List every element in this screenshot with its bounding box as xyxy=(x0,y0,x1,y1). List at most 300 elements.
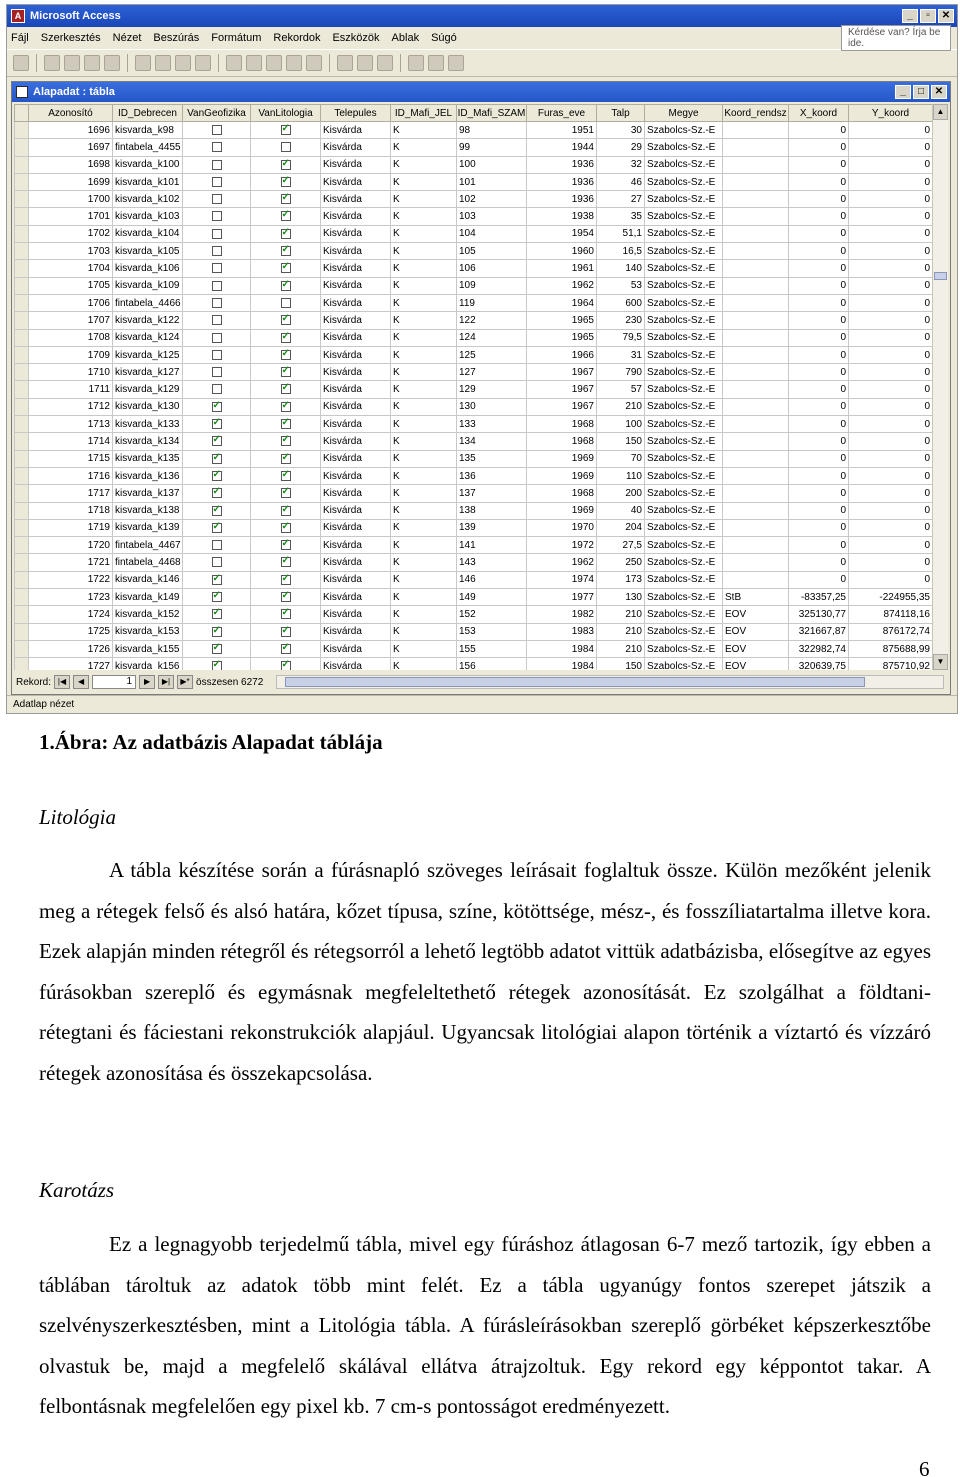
table-cell[interactable]: EOV xyxy=(723,606,789,623)
undo-icon[interactable] xyxy=(195,55,211,71)
table-cell[interactable]: 876172,74 xyxy=(849,623,933,640)
table-cell[interactable]: 149 xyxy=(457,589,527,606)
table-row[interactable] xyxy=(15,191,933,208)
table-row[interactable] xyxy=(15,225,933,242)
checkbox[interactable] xyxy=(212,609,222,619)
row-selector[interactable] xyxy=(15,467,29,484)
checkbox[interactable] xyxy=(281,471,291,481)
table-cell[interactable]: 1968 xyxy=(527,416,597,433)
checkbox[interactable] xyxy=(281,557,291,567)
table-cell[interactable] xyxy=(251,346,321,363)
checkbox[interactable] xyxy=(281,350,291,360)
table-cell[interactable]: K xyxy=(391,260,457,277)
table-cell[interactable]: Szabolcs-Sz.-E xyxy=(645,277,723,294)
table-cell[interactable]: Kisvárda xyxy=(321,398,391,415)
checkbox[interactable] xyxy=(281,592,291,602)
table-row[interactable] xyxy=(15,364,933,381)
row-selector[interactable] xyxy=(15,398,29,415)
table-cell[interactable]: fintabela_4467 xyxy=(113,537,183,554)
table-cell[interactable]: 0 xyxy=(789,173,849,190)
table-cell[interactable] xyxy=(183,243,251,260)
table-cell[interactable]: 0 xyxy=(849,364,933,381)
table-cell[interactable] xyxy=(723,450,789,467)
menu-item[interactable]: Eszközök xyxy=(332,32,380,44)
checkbox[interactable] xyxy=(212,402,222,412)
table-row[interactable] xyxy=(15,554,933,571)
table-cell[interactable]: K xyxy=(391,364,457,381)
table-cell[interactable] xyxy=(723,225,789,242)
table-cell[interactable]: 27,5 xyxy=(597,537,645,554)
table-cell[interactable]: Szabolcs-Sz.-E xyxy=(645,537,723,554)
table-cell[interactable]: kisvarda_k134 xyxy=(113,433,183,450)
column-header[interactable]: Megye xyxy=(645,105,723,122)
row-selector[interactable] xyxy=(15,312,29,329)
checkbox[interactable] xyxy=(281,523,291,533)
table-cell[interactable] xyxy=(183,191,251,208)
table-cell[interactable] xyxy=(723,554,789,571)
column-header[interactable]: Y_koord xyxy=(849,105,933,122)
table-cell[interactable] xyxy=(251,139,321,156)
table-cell[interactable]: 1724 xyxy=(29,606,113,623)
table-cell[interactable]: 109 xyxy=(457,277,527,294)
table-cell[interactable]: Szabolcs-Sz.-E xyxy=(645,589,723,606)
table-cell[interactable] xyxy=(723,571,789,588)
table-cell[interactable] xyxy=(723,502,789,519)
table-cell[interactable]: 875710,92 xyxy=(849,658,933,670)
column-header[interactable]: VanLitologia xyxy=(251,105,321,122)
table-cell[interactable]: 53 xyxy=(597,277,645,294)
close-icon[interactable]: ✕ xyxy=(931,85,947,99)
table-cell[interactable]: 0 xyxy=(849,191,933,208)
table-cell[interactable]: kisvarda_k138 xyxy=(113,502,183,519)
table-cell[interactable]: 79,5 xyxy=(597,329,645,346)
table-row[interactable] xyxy=(15,260,933,277)
table-cell[interactable] xyxy=(251,537,321,554)
table-cell[interactable]: kisvarda_k130 xyxy=(113,398,183,415)
row-selector[interactable] xyxy=(15,173,29,190)
new-object-icon[interactable] xyxy=(428,55,444,71)
table-cell[interactable]: Kisvárda xyxy=(321,433,391,450)
table-cell[interactable]: Kisvárda xyxy=(321,208,391,225)
table-cell[interactable]: 1725 xyxy=(29,623,113,640)
table-row[interactable] xyxy=(15,623,933,640)
table-cell[interactable] xyxy=(251,173,321,190)
table-cell[interactable]: 1938 xyxy=(527,208,597,225)
table-cell[interactable]: 204 xyxy=(597,519,645,536)
table-cell[interactable]: 0 xyxy=(849,260,933,277)
minimize-icon[interactable]: _ xyxy=(902,9,918,23)
table-cell[interactable]: Kisvárda xyxy=(321,277,391,294)
checkbox[interactable] xyxy=(212,281,222,291)
table-cell[interactable]: 138 xyxy=(457,502,527,519)
table-row[interactable] xyxy=(15,658,933,670)
table-cell[interactable]: EOV xyxy=(723,623,789,640)
table-cell[interactable] xyxy=(251,364,321,381)
table-cell[interactable] xyxy=(723,191,789,208)
table-cell[interactable]: 16,5 xyxy=(597,243,645,260)
table-cell[interactable]: 0 xyxy=(849,329,933,346)
table-cell[interactable]: K xyxy=(391,623,457,640)
menu-item[interactable]: Formátum xyxy=(211,32,262,44)
table-cell[interactable]: 137 xyxy=(457,485,527,502)
table-row[interactable] xyxy=(15,277,933,294)
checkbox[interactable] xyxy=(281,402,291,412)
table-cell[interactable]: K xyxy=(391,467,457,484)
scroll-up-icon[interactable]: ▲ xyxy=(933,104,948,120)
table-cell[interactable]: 320639,75 xyxy=(789,658,849,670)
table-cell[interactable] xyxy=(251,606,321,623)
table-cell[interactable]: kisvarda_k155 xyxy=(113,640,183,657)
table-cell[interactable]: 0 xyxy=(789,364,849,381)
table-cell[interactable]: Kisvárda xyxy=(321,640,391,657)
checkbox[interactable] xyxy=(212,592,222,602)
table-cell[interactable]: Kisvárda xyxy=(321,243,391,260)
table-cell[interactable]: K xyxy=(391,485,457,502)
table-cell[interactable]: EOV xyxy=(723,640,789,657)
table-row[interactable] xyxy=(15,156,933,173)
table-cell[interactable]: 0 xyxy=(789,433,849,450)
table-cell[interactable] xyxy=(183,589,251,606)
spelling-icon[interactable] xyxy=(104,55,120,71)
table-cell[interactable]: Szabolcs-Sz.-E xyxy=(645,191,723,208)
table-cell[interactable]: 1967 xyxy=(527,364,597,381)
table-cell[interactable]: K xyxy=(391,243,457,260)
database-window-icon[interactable] xyxy=(408,55,424,71)
checkbox[interactable] xyxy=(281,627,291,637)
table-cell[interactable]: K xyxy=(391,381,457,398)
table-cell[interactable]: 0 xyxy=(789,519,849,536)
table-cell[interactable]: 1961 xyxy=(527,260,597,277)
horizontal-scroll-thumb[interactable] xyxy=(285,677,865,687)
table-cell[interactable]: 0 xyxy=(849,537,933,554)
table-cell[interactable]: 102 xyxy=(457,191,527,208)
table-cell[interactable] xyxy=(251,433,321,450)
table-cell[interactable]: Szabolcs-Sz.-E xyxy=(645,571,723,588)
table-cell[interactable]: 0 xyxy=(849,433,933,450)
table-cell[interactable]: Szabolcs-Sz.-E xyxy=(645,364,723,381)
new-record-icon[interactable] xyxy=(357,55,373,71)
table-cell[interactable] xyxy=(251,571,321,588)
table-cell[interactable]: K xyxy=(391,519,457,536)
table-cell[interactable]: 125 xyxy=(457,346,527,363)
table-cell[interactable]: 0 xyxy=(789,312,849,329)
table-cell[interactable]: Kisvárda xyxy=(321,623,391,640)
table-cell[interactable]: 0 xyxy=(849,346,933,363)
table-cell[interactable]: 136 xyxy=(457,467,527,484)
table-cell[interactable]: 1727 xyxy=(29,658,113,670)
table-cell[interactable]: kisvarda_k156 xyxy=(113,658,183,670)
row-selector[interactable] xyxy=(15,571,29,588)
table-cell[interactable] xyxy=(251,589,321,606)
table-cell[interactable]: Kisvárda xyxy=(321,485,391,502)
table-cell[interactable] xyxy=(251,208,321,225)
table-cell[interactable]: Szabolcs-Sz.-E xyxy=(645,243,723,260)
table-cell[interactable]: 1722 xyxy=(29,571,113,588)
table-cell[interactable]: 106 xyxy=(457,260,527,277)
table-cell[interactable]: 210 xyxy=(597,640,645,657)
table-cell[interactable]: 153 xyxy=(457,623,527,640)
table-row[interactable] xyxy=(15,502,933,519)
table-cell[interactable] xyxy=(183,208,251,225)
table-cell[interactable]: 0 xyxy=(849,312,933,329)
table-row[interactable] xyxy=(15,450,933,467)
table-cell[interactable]: K xyxy=(391,450,457,467)
table-cell[interactable]: 1696 xyxy=(29,122,113,139)
table-cell[interactable]: 0 xyxy=(789,416,849,433)
cut-icon[interactable] xyxy=(135,55,151,71)
table-row[interactable] xyxy=(15,416,933,433)
table-cell[interactable] xyxy=(183,416,251,433)
table-cell[interactable]: Szabolcs-Sz.-E xyxy=(645,450,723,467)
checkbox[interactable] xyxy=(281,281,291,291)
row-selector[interactable] xyxy=(15,346,29,363)
checkbox[interactable] xyxy=(281,160,291,170)
table-cell[interactable]: 1944 xyxy=(527,139,597,156)
table-cell[interactable]: kisvarda_k129 xyxy=(113,381,183,398)
row-selector[interactable] xyxy=(15,623,29,640)
table-cell[interactable]: Szabolcs-Sz.-E xyxy=(645,156,723,173)
table-cell[interactable]: Szabolcs-Sz.-E xyxy=(645,208,723,225)
table-cell[interactable]: 0 xyxy=(849,243,933,260)
table-cell[interactable]: 0 xyxy=(849,277,933,294)
column-header[interactable]: ID_Debrecen xyxy=(113,105,183,122)
table-cell[interactable] xyxy=(723,398,789,415)
table-cell[interactable]: Szabolcs-Sz.-E xyxy=(645,260,723,277)
table-cell[interactable] xyxy=(723,277,789,294)
table-cell[interactable]: 0 xyxy=(849,554,933,571)
table-cell[interactable]: 0 xyxy=(789,156,849,173)
table-cell[interactable] xyxy=(723,485,789,502)
row-selector[interactable] xyxy=(15,294,29,311)
checkbox[interactable] xyxy=(212,471,222,481)
table-cell[interactable]: 0 xyxy=(849,208,933,225)
table-cell[interactable]: K xyxy=(391,312,457,329)
row-selector-header[interactable] xyxy=(15,105,29,122)
checkbox[interactable] xyxy=(212,125,222,135)
checkbox[interactable] xyxy=(212,211,222,221)
table-cell[interactable]: kisvarda_k122 xyxy=(113,312,183,329)
table-cell[interactable] xyxy=(251,554,321,571)
table-cell[interactable] xyxy=(723,537,789,554)
checkbox[interactable] xyxy=(281,384,291,394)
table-cell[interactable]: K xyxy=(391,173,457,190)
table-cell[interactable]: 0 xyxy=(849,156,933,173)
table-cell[interactable] xyxy=(183,381,251,398)
table-cell[interactable] xyxy=(723,346,789,363)
sort-desc-icon[interactable] xyxy=(246,55,262,71)
table-cell[interactable]: 0 xyxy=(789,191,849,208)
table-cell[interactable]: 141 xyxy=(457,537,527,554)
table-cell[interactable]: 1982 xyxy=(527,606,597,623)
table-cell[interactable]: kisvarda_k136 xyxy=(113,467,183,484)
checkbox[interactable] xyxy=(281,246,291,256)
table-cell[interactable]: Kisvárda xyxy=(321,122,391,139)
table-cell[interactable]: 1962 xyxy=(527,277,597,294)
find-icon[interactable] xyxy=(337,55,353,71)
table-cell[interactable]: Szabolcs-Sz.-E xyxy=(645,467,723,484)
table-cell[interactable] xyxy=(183,225,251,242)
column-header[interactable]: ID_Mafi_JEL xyxy=(391,105,457,122)
horizontal-scrollbar[interactable] xyxy=(276,675,944,689)
table-cell[interactable]: Szabolcs-Sz.-E xyxy=(645,519,723,536)
row-selector[interactable] xyxy=(15,243,29,260)
checkbox[interactable] xyxy=(212,246,222,256)
table-cell[interactable]: 0 xyxy=(789,502,849,519)
table-cell[interactable] xyxy=(183,450,251,467)
table-cell[interactable]: Kisvárda xyxy=(321,502,391,519)
checkbox[interactable] xyxy=(281,575,291,585)
table-cell[interactable]: 0 xyxy=(789,225,849,242)
help-icon[interactable] xyxy=(448,55,464,71)
row-selector[interactable] xyxy=(15,485,29,502)
table-cell[interactable] xyxy=(183,623,251,640)
checkbox[interactable] xyxy=(212,333,222,343)
checkbox[interactable] xyxy=(281,540,291,550)
table-cell[interactable]: kisvarda_k153 xyxy=(113,623,183,640)
table-cell[interactable]: Kisvárda xyxy=(321,346,391,363)
table-cell[interactable]: 1967 xyxy=(527,381,597,398)
table-cell[interactable]: 0 xyxy=(849,467,933,484)
table-row[interactable] xyxy=(15,640,933,657)
table-cell[interactable]: 200 xyxy=(597,485,645,502)
table-cell[interactable]: Kisvárda xyxy=(321,554,391,571)
table-cell[interactable]: 1960 xyxy=(527,243,597,260)
checkbox[interactable] xyxy=(212,384,222,394)
row-selector[interactable] xyxy=(15,277,29,294)
table-cell[interactable]: 1699 xyxy=(29,173,113,190)
table-cell[interactable]: Kisvárda xyxy=(321,312,391,329)
table-cell[interactable]: 70 xyxy=(597,450,645,467)
checkbox[interactable] xyxy=(281,454,291,464)
table-cell[interactable]: Kisvárda xyxy=(321,139,391,156)
table-cell[interactable] xyxy=(723,208,789,225)
table-cell[interactable]: 0 xyxy=(789,467,849,484)
table-cell[interactable]: 1969 xyxy=(527,450,597,467)
row-selector[interactable] xyxy=(15,139,29,156)
table-row[interactable] xyxy=(15,208,933,225)
table-cell[interactable] xyxy=(183,485,251,502)
table-cell[interactable]: kisvarda_k133 xyxy=(113,416,183,433)
row-selector[interactable] xyxy=(15,502,29,519)
checkbox[interactable] xyxy=(212,315,222,325)
table-cell[interactable] xyxy=(723,156,789,173)
table-cell[interactable]: Kisvárda xyxy=(321,191,391,208)
table-row[interactable] xyxy=(15,589,933,606)
column-header[interactable]: VanGeofizika xyxy=(183,105,251,122)
table-cell[interactable]: kisvarda_k149 xyxy=(113,589,183,606)
table-cell[interactable]: 0 xyxy=(789,381,849,398)
table-cell[interactable]: 250 xyxy=(597,554,645,571)
checkbox[interactable] xyxy=(281,315,291,325)
table-cell[interactable] xyxy=(183,294,251,311)
table-cell[interactable]: 1717 xyxy=(29,485,113,502)
table-cell[interactable] xyxy=(723,416,789,433)
table-cell[interactable]: Szabolcs-Sz.-E xyxy=(645,554,723,571)
table-cell[interactable]: 1954 xyxy=(527,225,597,242)
previous-record-icon[interactable]: ◀ xyxy=(73,675,89,689)
table-cell[interactable]: Szabolcs-Sz.-E xyxy=(645,139,723,156)
table-cell[interactable]: 40 xyxy=(597,502,645,519)
table-cell[interactable]: 134 xyxy=(457,433,527,450)
checkbox[interactable] xyxy=(212,454,222,464)
table-cell[interactable]: 35 xyxy=(597,208,645,225)
menu-item[interactable]: Fájl xyxy=(11,32,29,44)
table-cell[interactable]: Szabolcs-Sz.-E xyxy=(645,122,723,139)
table-cell[interactable] xyxy=(183,640,251,657)
table-cell[interactable]: 790 xyxy=(597,364,645,381)
table-cell[interactable]: StB xyxy=(723,589,789,606)
scroll-thumb[interactable] xyxy=(934,272,947,280)
table-cell[interactable]: 103 xyxy=(457,208,527,225)
apply-filter-icon[interactable] xyxy=(306,55,322,71)
table-cell[interactable]: K xyxy=(391,502,457,519)
row-selector[interactable] xyxy=(15,225,29,242)
new-record-nav-icon[interactable]: ▶* xyxy=(177,675,193,689)
table-cell[interactable]: 210 xyxy=(597,398,645,415)
checkbox[interactable] xyxy=(212,575,222,585)
table-cell[interactable]: 1708 xyxy=(29,329,113,346)
table-cell[interactable]: Szabolcs-Sz.-E xyxy=(645,502,723,519)
table-cell[interactable]: 27 xyxy=(597,191,645,208)
table-cell[interactable]: Kisvárda xyxy=(321,156,391,173)
table-cell[interactable]: Kisvárda xyxy=(321,537,391,554)
row-selector[interactable] xyxy=(15,191,29,208)
table-cell[interactable]: K xyxy=(391,589,457,606)
table-cell[interactable]: K xyxy=(391,537,457,554)
table-cell[interactable]: 0 xyxy=(789,329,849,346)
table-cell[interactable]: 1969 xyxy=(527,502,597,519)
table-cell[interactable]: kisvarda_k124 xyxy=(113,329,183,346)
menu-item[interactable]: Nézet xyxy=(112,32,142,44)
table-cell[interactable]: 1710 xyxy=(29,364,113,381)
table-cell[interactable]: 105 xyxy=(457,243,527,260)
table-cell[interactable] xyxy=(183,277,251,294)
table-cell[interactable]: 0 xyxy=(789,294,849,311)
table-cell[interactable]: kisvarda_k103 xyxy=(113,208,183,225)
table-cell[interactable]: K xyxy=(391,329,457,346)
table-cell[interactable]: 0 xyxy=(849,225,933,242)
table-cell[interactable]: kisvarda_k127 xyxy=(113,364,183,381)
table-cell[interactable]: 0 xyxy=(849,294,933,311)
table-cell[interactable]: 98 xyxy=(457,122,527,139)
table-cell[interactable]: kisvarda_k101 xyxy=(113,173,183,190)
table-cell[interactable]: 1711 xyxy=(29,381,113,398)
table-cell[interactable]: 1965 xyxy=(527,312,597,329)
checkbox[interactable] xyxy=(212,557,222,567)
table-cell[interactable] xyxy=(723,467,789,484)
table-cell[interactable] xyxy=(723,243,789,260)
table-cell[interactable]: Szabolcs-Sz.-E xyxy=(645,381,723,398)
table-cell[interactable] xyxy=(723,381,789,398)
table-cell[interactable]: kisvarda_k135 xyxy=(113,450,183,467)
table-cell[interactable]: 1983 xyxy=(527,623,597,640)
table-row[interactable] xyxy=(15,294,933,311)
table-cell[interactable] xyxy=(723,294,789,311)
table-cell[interactable]: Kisvárda xyxy=(321,294,391,311)
table-cell[interactable] xyxy=(251,329,321,346)
table-cell[interactable]: Kisvárda xyxy=(321,225,391,242)
table-cell[interactable]: 1702 xyxy=(29,225,113,242)
delete-record-icon[interactable] xyxy=(377,55,393,71)
table-cell[interactable]: kisvarda_k98 xyxy=(113,122,183,139)
table-cell[interactable]: 100 xyxy=(597,416,645,433)
table-cell[interactable]: 600 xyxy=(597,294,645,311)
maximize-icon[interactable]: □ xyxy=(913,85,929,99)
table-cell[interactable]: 146 xyxy=(457,571,527,588)
save-icon[interactable] xyxy=(44,55,60,71)
table-cell[interactable]: kisvarda_k137 xyxy=(113,485,183,502)
table-cell[interactable]: 1715 xyxy=(29,450,113,467)
